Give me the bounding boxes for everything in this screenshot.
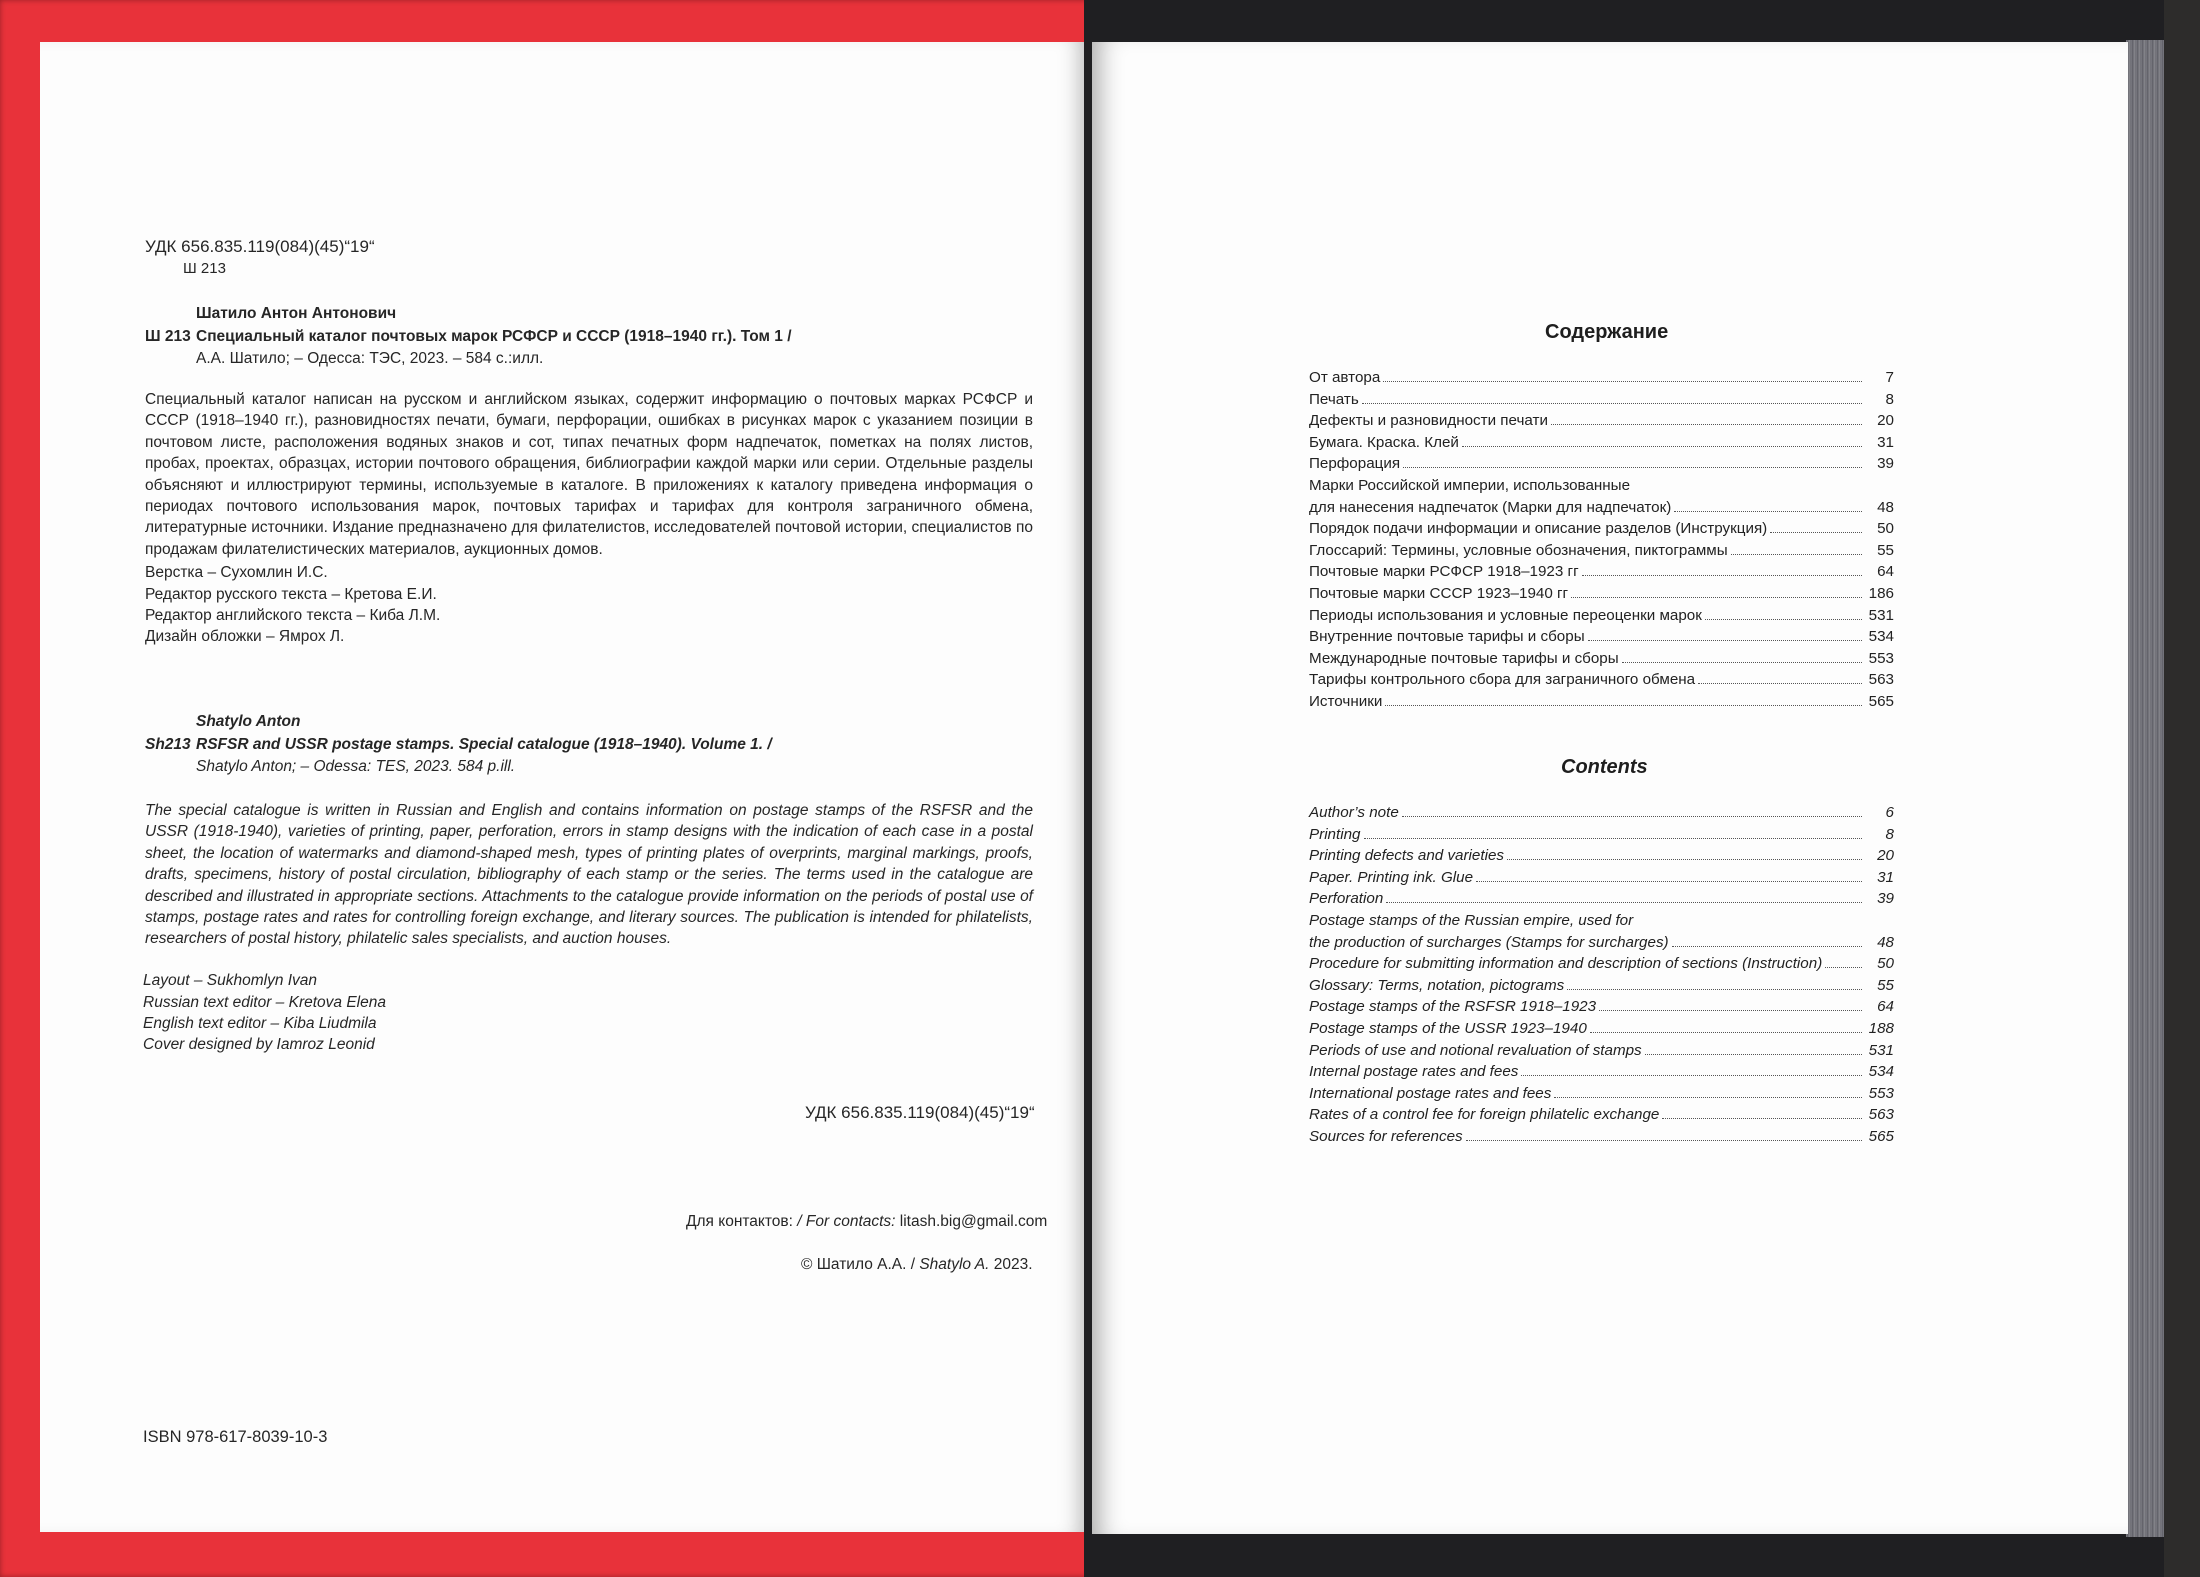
copyright-ru: © Шатило А.А. / bbox=[801, 1256, 916, 1273]
toc-en-row bbox=[1309, 1083, 1894, 1105]
leader-dots bbox=[1476, 881, 1862, 882]
toc-entry-label: Почтовые марки СССР 1923–1940 гг bbox=[1309, 584, 1569, 602]
toc-ru-row bbox=[1309, 367, 1894, 389]
toc-page-number: 563 bbox=[1868, 1106, 1894, 1124]
toc-en-row bbox=[1309, 953, 1894, 975]
toc-en-row bbox=[1309, 867, 1894, 889]
toc-ru-row bbox=[1309, 475, 1894, 497]
leader-dots bbox=[1362, 403, 1862, 404]
toc-entry-label: Марки Российской империи, использованные bbox=[1309, 476, 1631, 494]
leader-dots bbox=[1599, 1010, 1862, 1011]
credit-ru-layout: Верстка – Сухомлин И.С. bbox=[145, 564, 328, 581]
contacts-label-ru: Для контактов: bbox=[686, 1213, 793, 1230]
leader-dots bbox=[1364, 838, 1863, 839]
toc-entry-label: Internal postage rates and fees bbox=[1309, 1063, 1519, 1081]
leader-dots bbox=[1466, 1140, 1862, 1141]
title-en: RSFSR and USSR postage stamps. Special catalogue (1918–1940). Volume 1. / bbox=[196, 736, 772, 753]
toc-en-row bbox=[1309, 845, 1894, 867]
toc-entry-label: Источники bbox=[1309, 692, 1383, 710]
leader-dots bbox=[1705, 619, 1862, 620]
leader-dots bbox=[1672, 946, 1862, 947]
imprint-ru: А.А. Шатило; – Одесса: ТЭС, 2023. – 584 с.:илл. bbox=[196, 350, 544, 367]
toc-entry-label: Бумага. Краска. Клей bbox=[1309, 433, 1459, 451]
toc-page-number: 531 bbox=[1868, 606, 1894, 624]
leader-dots bbox=[1825, 967, 1862, 968]
udk-bottom: УДК 656.835.119(084)(45)“19“ bbox=[805, 1103, 1035, 1122]
leader-dots bbox=[1386, 902, 1862, 903]
toc-en-row bbox=[1309, 1018, 1894, 1040]
leader-dots bbox=[1645, 1054, 1862, 1055]
toc-page-number: 20 bbox=[1877, 847, 1894, 865]
toc-page-number: 31 bbox=[1877, 433, 1894, 451]
leader-dots bbox=[1582, 575, 1862, 576]
leader-dots bbox=[1590, 1032, 1862, 1033]
toc-entry-label: Paper. Printing ink. Glue bbox=[1309, 868, 1474, 886]
leader-dots bbox=[1662, 1118, 1862, 1119]
toc-en-row bbox=[1309, 910, 1894, 932]
toc-page-number: 8 bbox=[1885, 390, 1894, 408]
copyright-year: 2023. bbox=[993, 1256, 1033, 1273]
toc-page-number: 55 bbox=[1877, 541, 1894, 559]
abstract-ru: Специальный каталог написан на русском и английском языках, содержит информацию о почтовых марках РСФСР и СССР (1918–1940 гг.), разновидностях печати, бумаги, перфорации, ошибках в рисунках марок с указанием позиции в почтовом листе, расположения водяных знаков и сот, типах печатных форм надпечаток, пометках на полях листов, пробах, проектах, образцах, истории почтового обращения, библиографии каждой марки или серии. Отдельные разделы объясняют и иллюстрируют термины, используемые в каталоге. В приложениях к каталогу приведена информация о периодах почтового использования марок, почтовых тарифах и тарифах для контроля заграничного обмена, литературные источники. Издание предназначено для филателистов, исследователей почтовой истории, специалистов по продажам филателистических материалов, аукционных домов. bbox=[145, 391, 1033, 558]
toc-page-number: 7 bbox=[1885, 369, 1894, 386]
credit-ru-cover: Дизайн обложки – Ямрох Л. bbox=[145, 628, 345, 645]
toc-en-row bbox=[1309, 824, 1894, 846]
toc-page-number: 20 bbox=[1877, 412, 1894, 430]
toc-ru-row bbox=[1309, 497, 1894, 519]
author-ru: Шатило Антон Антонович bbox=[196, 305, 397, 322]
credit-en-cover: Cover designed by Iamroz Leonid bbox=[143, 1036, 375, 1053]
toc-entry-label: Периоды использования и условные переоценки марок bbox=[1309, 606, 1702, 624]
toc-entry-label: Печать bbox=[1309, 390, 1359, 408]
toc-entry-label: Sources for references bbox=[1309, 1127, 1463, 1145]
contacts-email[interactable]: litash.big@gmail.com bbox=[899, 1213, 1048, 1230]
page-edges bbox=[2126, 40, 2164, 1537]
toc-en-row bbox=[1309, 996, 1894, 1018]
toc-en-row bbox=[1309, 1104, 1894, 1126]
toc-entry-label: Перфорация bbox=[1309, 455, 1401, 473]
toc-page-number: 6 bbox=[1885, 804, 1894, 821]
leader-dots bbox=[1554, 1097, 1862, 1098]
contacts-line bbox=[686, 1211, 1047, 1232]
toc-page-number: 565 bbox=[1868, 1127, 1894, 1145]
leader-dots bbox=[1588, 640, 1862, 641]
toc-ru bbox=[1309, 367, 1894, 713]
leader-dots bbox=[1402, 816, 1862, 817]
toc-en-row bbox=[1309, 802, 1894, 824]
toc-ru-row bbox=[1309, 648, 1894, 670]
toc-entry-label: Postage stamps of the Russian empire, used for bbox=[1309, 911, 1634, 929]
toc-page-number: 50 bbox=[1877, 520, 1894, 538]
toc-ru-row bbox=[1309, 518, 1894, 540]
toc-ru-row bbox=[1309, 453, 1894, 475]
toc-ru-row bbox=[1309, 583, 1894, 605]
toc-page-number: 565 bbox=[1868, 692, 1894, 710]
toc-ru-row bbox=[1309, 561, 1894, 583]
toc-page-number: 563 bbox=[1868, 671, 1894, 689]
leader-dots bbox=[1507, 859, 1862, 860]
toc-page-number: 50 bbox=[1877, 955, 1894, 973]
copyright-line bbox=[801, 1254, 1033, 1275]
toc-page-number: 186 bbox=[1868, 584, 1894, 602]
toc-entry-label: Postage stamps of the USSR 1923–1940 bbox=[1309, 1019, 1587, 1037]
toc-entry-label: Тарифы контрольного сбора для заграничного обмена bbox=[1309, 671, 1696, 689]
leader-dots bbox=[1521, 1075, 1862, 1076]
credit-en-ru-editor: Russian text editor – Kretova Elena bbox=[143, 994, 386, 1011]
toc-en-title: Contents bbox=[1561, 756, 1648, 778]
author-en: Shatylo Anton bbox=[196, 713, 301, 730]
credit-ru-en-editor: Редактор английского текста – Киба Л.М. bbox=[145, 607, 441, 624]
toc-page-number: 39 bbox=[1877, 890, 1894, 908]
toc-entry-label: От автора bbox=[1309, 369, 1381, 386]
leader-dots bbox=[1770, 532, 1862, 533]
toc-page-number: 39 bbox=[1877, 455, 1894, 473]
toc-entry-label: Rates of a control fee for foreign philatelic exchange bbox=[1309, 1106, 1660, 1124]
leader-dots bbox=[1674, 511, 1862, 512]
toc-page-number: 553 bbox=[1868, 1084, 1894, 1102]
toc-entry-label: Glossary: Terms, notation, pictograms bbox=[1309, 976, 1565, 994]
leader-dots bbox=[1403, 467, 1862, 468]
leader-dots bbox=[1698, 683, 1862, 684]
right-page bbox=[1092, 42, 2128, 1534]
toc-ru-title: Содержание bbox=[1545, 321, 1669, 343]
toc-page-number: 31 bbox=[1877, 868, 1894, 886]
toc-entry-label: Postage stamps of the RSFSR 1918–1923 bbox=[1309, 998, 1597, 1016]
udk-top: УДК 656.835.119(084)(45)“19“ bbox=[145, 237, 375, 256]
toc-entry-label: International postage rates and fees bbox=[1309, 1084, 1552, 1102]
toc-ru-row bbox=[1309, 691, 1894, 713]
toc-page-number: 8 bbox=[1885, 825, 1894, 843]
leader-dots bbox=[1551, 424, 1862, 425]
toc-en-row bbox=[1309, 1126, 1894, 1148]
toc-ru-row bbox=[1309, 389, 1894, 411]
toc-entry-label: Дефекты и разновидности печати bbox=[1309, 412, 1548, 430]
toc-page-number: 188 bbox=[1868, 1019, 1894, 1037]
leader-dots bbox=[1731, 554, 1862, 555]
leader-dots bbox=[1385, 705, 1862, 706]
toc-page-number: 553 bbox=[1868, 649, 1894, 667]
isbn: ISBN 978-617-8039-10-3 bbox=[143, 1428, 328, 1446]
leader-dots bbox=[1571, 597, 1862, 598]
toc-entry-label: Author’s note bbox=[1309, 804, 1399, 821]
toc-entry-label: Procedure for submitting information and description of sections (Instruction) bbox=[1309, 955, 1823, 973]
toc-page-number: 64 bbox=[1877, 563, 1894, 581]
toc-ru-row bbox=[1309, 432, 1894, 454]
title-ru: Специальный каталог почтовых марок РСФСР и СССР (1918–1940 гг.). Том 1 / bbox=[196, 328, 792, 345]
leader-dots bbox=[1622, 662, 1862, 663]
abstract-en: The special catalogue is written in Russian and English and contains information on postage stamps of the RSFSR and the USSR (1918-1940), varieties of printing, paper, perforation, errors in stamp designs with the indication of each case in a postal sheet, the location of watermarks and diamond-shaped mesh, types of printing plates of overprints, marginal markings, proofs, drafts, specimens, history of postal circulation, bibliography of each stamp or the series. The terms used in the catalogue are described and illustrated in appropriate sections. Attachments to the catalogue provide information on the periods of postal use of stamps, postage rates and rates for controlling foreign exchange, and literary sources. The publication is intended for philatelists, researchers of postal history, philatelic sales specialists, and auction houses. bbox=[145, 802, 1033, 948]
toc-ru-row bbox=[1309, 626, 1894, 648]
code-top: Ш 213 bbox=[183, 260, 226, 277]
leader-dots bbox=[1567, 989, 1862, 990]
credit-en-en-editor: English text editor – Kiba Liudmila bbox=[143, 1015, 377, 1032]
toc-page-number: 48 bbox=[1877, 498, 1894, 516]
toc-page-number: 48 bbox=[1877, 933, 1894, 951]
imprint-en: Shatylo Anton; – Odessa: TES, 2023. 584 p.ill. bbox=[196, 758, 516, 775]
toc-en-row bbox=[1309, 932, 1894, 954]
leader-dots bbox=[1383, 381, 1862, 382]
credit-en-layout: Layout – Sukhomlyn Ivan bbox=[143, 972, 318, 989]
title-en-code: Sh213 bbox=[145, 736, 191, 753]
toc-entry-label: Perforation bbox=[1309, 890, 1384, 908]
copyright-en: Shatylo A. bbox=[919, 1256, 990, 1273]
toc-entry-label: для нанесения надпечаток (Марки для надпечаток) bbox=[1309, 498, 1672, 516]
toc-entry-label: Международные почтовые тарифы и сборы bbox=[1309, 649, 1619, 667]
toc-entry-label: the production of surcharges (Stamps for surcharges) bbox=[1309, 933, 1669, 951]
toc-page-number: 534 bbox=[1868, 1063, 1894, 1081]
toc-page-number: 531 bbox=[1868, 1041, 1894, 1059]
toc-en-row bbox=[1309, 975, 1894, 997]
toc-ru-row bbox=[1309, 605, 1894, 627]
toc-ru-row bbox=[1309, 540, 1894, 562]
toc-entry-label: Почтовые марки РСФСР 1918–1923 гг bbox=[1309, 563, 1579, 581]
toc-en bbox=[1309, 802, 1894, 1148]
toc-ru-row bbox=[1309, 410, 1894, 432]
toc-entry-label: Внутренние почтовые тарифы и сборы bbox=[1309, 628, 1585, 646]
toc-entry-label: Periods of use and notional revaluation of stamps bbox=[1309, 1041, 1642, 1059]
toc-en-row bbox=[1309, 888, 1894, 910]
toc-page-number: 64 bbox=[1877, 998, 1894, 1016]
title-ru-code: Ш 213 bbox=[145, 328, 191, 345]
toc-ru-row bbox=[1309, 669, 1894, 691]
leader-dots bbox=[1462, 446, 1862, 447]
toc-entry-label: Printing defects and varieties bbox=[1309, 847, 1505, 865]
toc-page-number: 55 bbox=[1877, 976, 1894, 994]
credit-ru-ru-editor: Редактор русского текста – Кретова Е.И. bbox=[145, 586, 437, 603]
toc-en-row bbox=[1309, 1061, 1894, 1083]
toc-entry-label: Порядок подачи информации и описание разделов (Инструкция) bbox=[1309, 520, 1768, 538]
toc-page-number: 534 bbox=[1868, 628, 1894, 646]
contacts-label-en: / For contacts: bbox=[797, 1213, 896, 1230]
toc-entry-label: Глоссарий: Термины, условные обозначения, пиктограммы bbox=[1309, 541, 1728, 559]
toc-entry-label: Printing bbox=[1309, 825, 1361, 843]
toc-en-row bbox=[1309, 1040, 1894, 1062]
